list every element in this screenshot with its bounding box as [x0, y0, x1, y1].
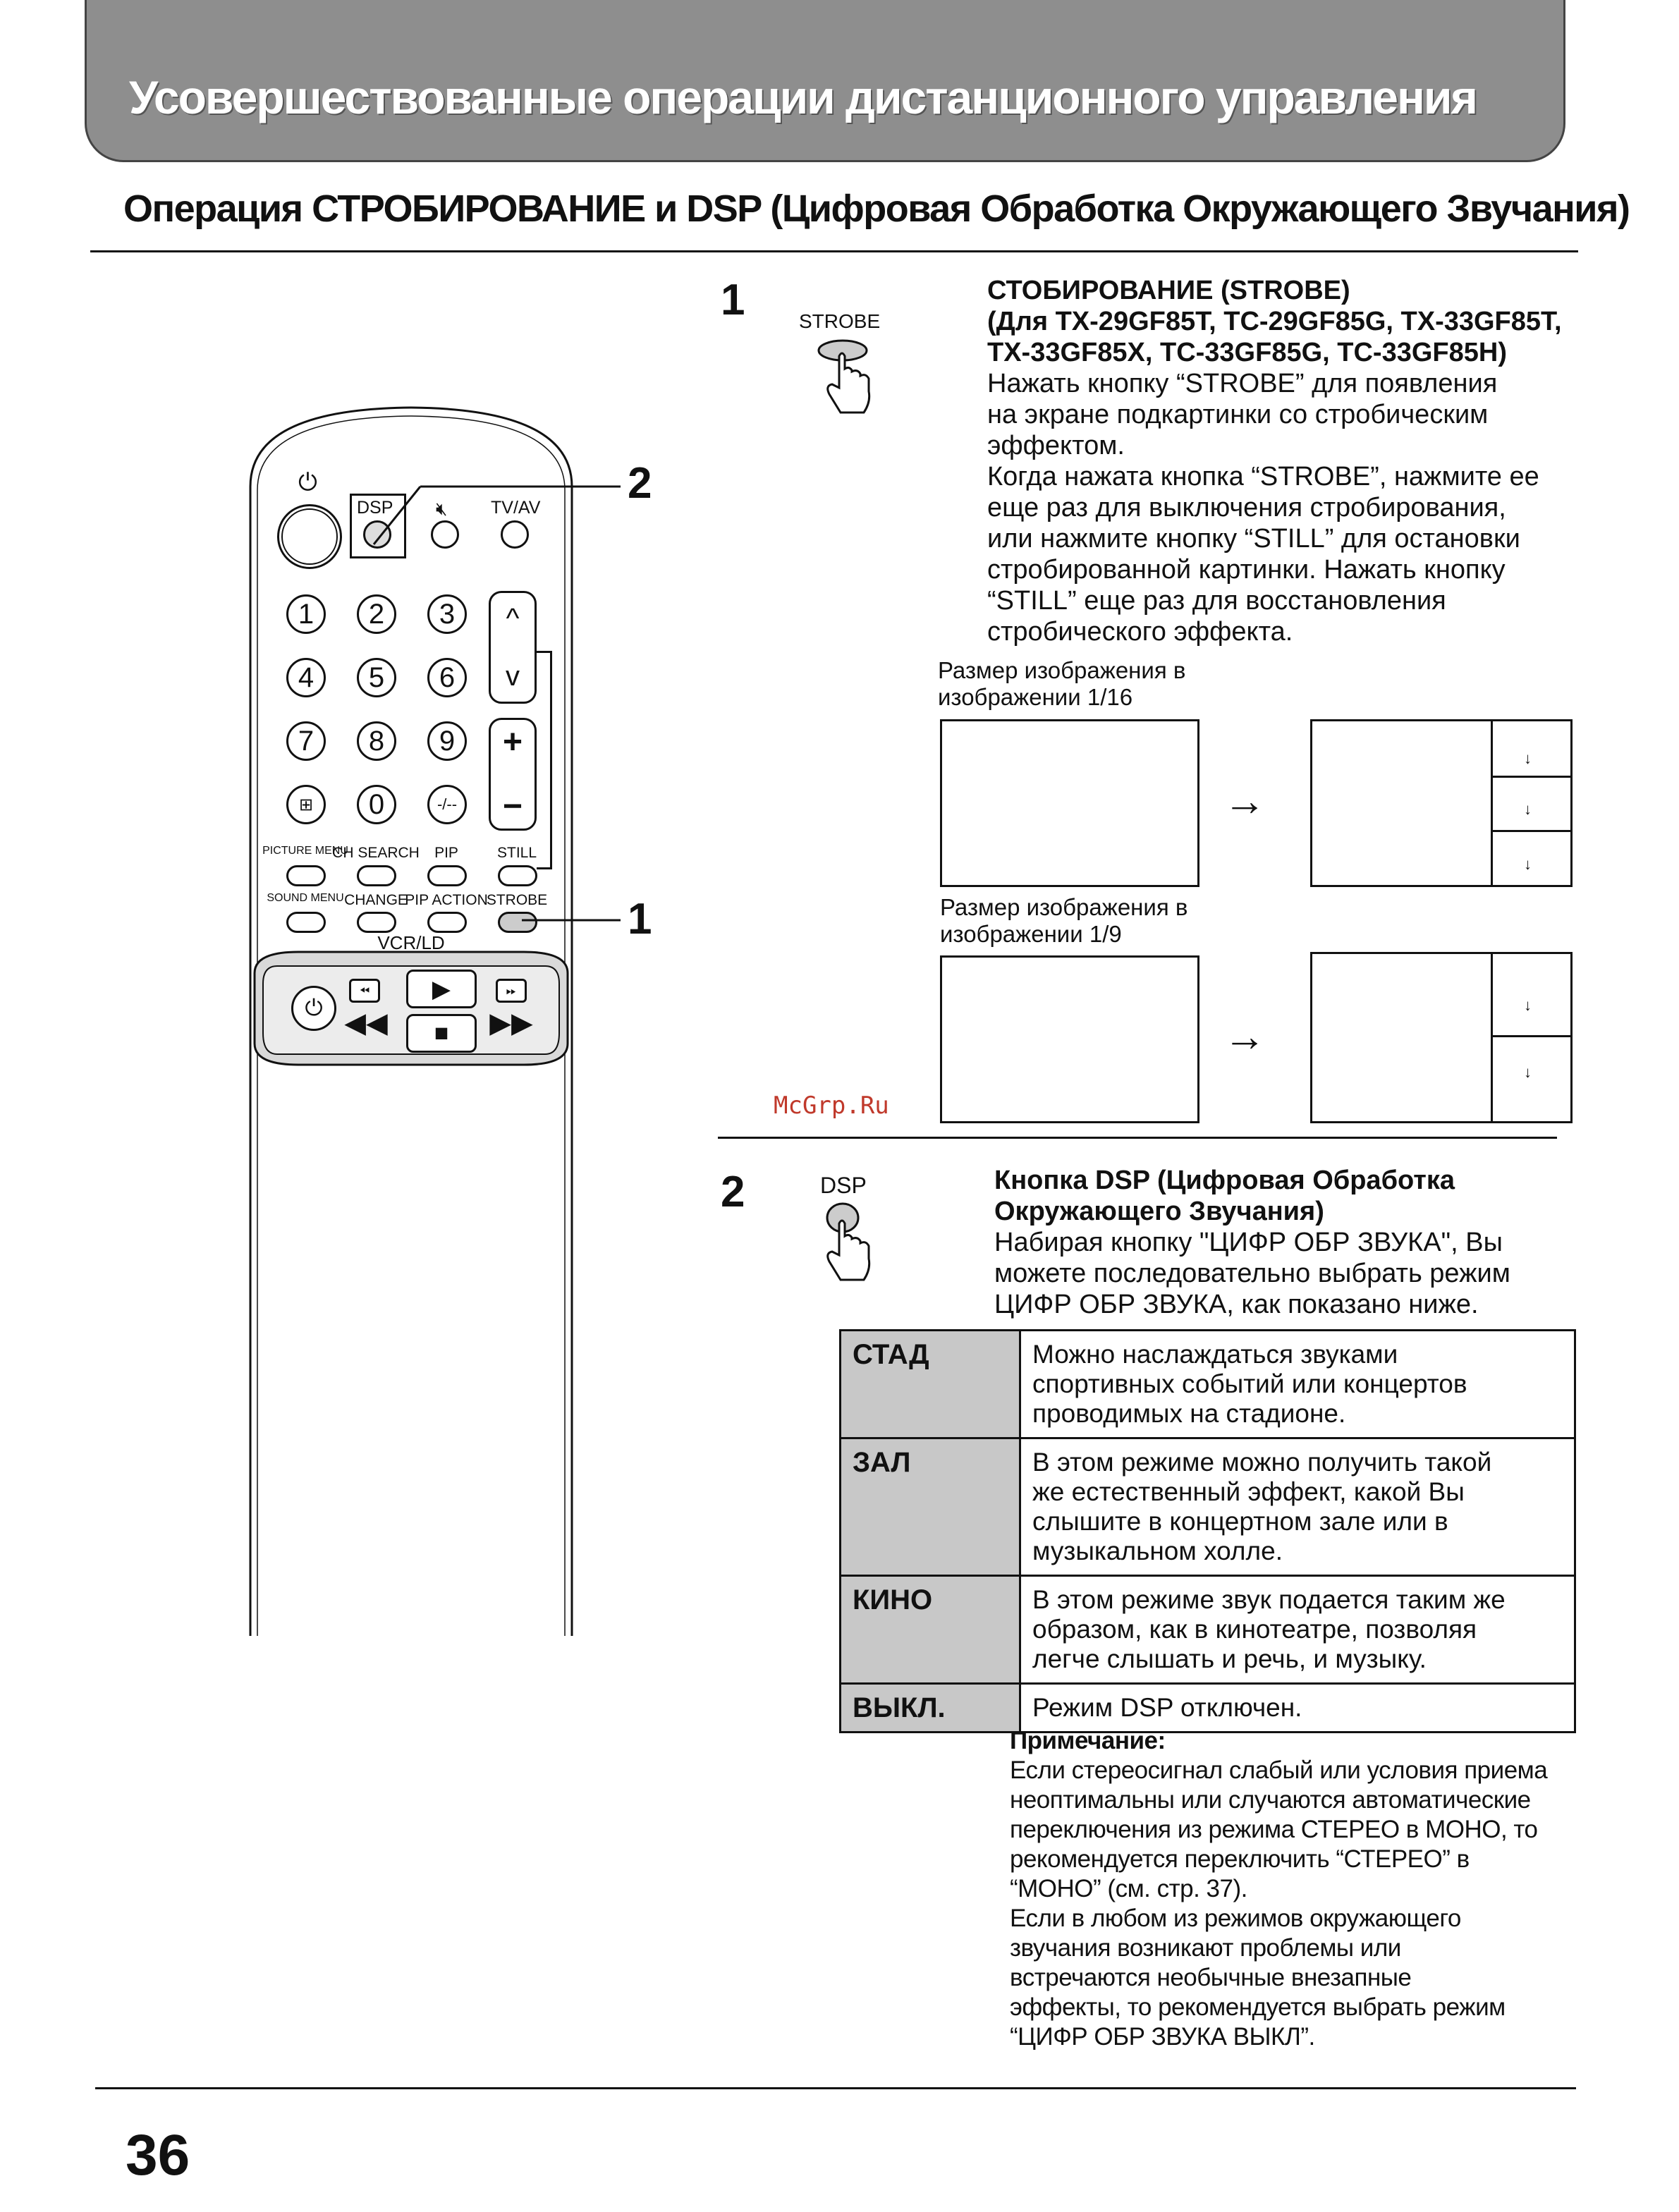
caption-line: изображении 1/9	[940, 921, 1122, 947]
number-button-8[interactable]: 8	[357, 721, 396, 761]
description-line: проводимых на стадионе.	[1032, 1399, 1346, 1428]
vcr-play-button[interactable]: ▶	[406, 970, 477, 1008]
volume-plus-button[interactable]: +	[502, 723, 523, 761]
dsp-body-line: можете последовательно выбрать режим	[994, 1259, 1510, 1288]
power-icon: ⏻	[298, 469, 317, 496]
note-line: Если в любом из режимов окружающего	[1010, 1905, 1461, 1932]
description-cell	[1020, 1576, 1575, 1684]
dsp-body	[994, 1227, 1510, 1320]
change-label: CHANGE	[344, 892, 408, 908]
arrow-down-icon: ↓	[1524, 996, 1532, 1014]
table-row	[841, 1684, 1575, 1733]
description-line: легче слышать и речь, и музыку.	[1032, 1644, 1427, 1673]
description-cell	[1020, 1331, 1575, 1438]
description-line: же естественный эффект, какой Вы	[1032, 1477, 1465, 1506]
number-button-6[interactable]: 6	[427, 658, 467, 697]
subpicture-divider	[1491, 776, 1570, 778]
screen-before-1-9	[940, 955, 1199, 1123]
vcr-rewind-small-button[interactable]: ⏪︎	[349, 979, 380, 1003]
description-line: спортивных событий или концертов	[1032, 1369, 1467, 1398]
index-button[interactable]: ⊞	[286, 785, 326, 824]
arrow-right-icon: →	[1223, 1013, 1266, 1060]
callout-1-label: 1	[628, 895, 652, 943]
note-line: неоптимальны или случаются автоматические	[1010, 1786, 1531, 1814]
table-row	[841, 1438, 1575, 1576]
mode-cell: ВЫКЛ.	[841, 1684, 1020, 1733]
strobe-body-line: стробического эффекта.	[987, 617, 1293, 647]
caption-line: изображении 1/16	[938, 684, 1133, 710]
strobe-body-line: или нажмите кнопку “STILL” для остановки	[987, 524, 1520, 554]
strobe-models-line-2: TX-33GF85X, TC-33GF85G, TC-33GF85H)	[987, 338, 1507, 367]
arrow-right-icon: →	[1223, 777, 1266, 824]
ch-search-label: CH SEARCH	[332, 845, 420, 861]
watermark: McGrp.Ru	[774, 1092, 889, 1120]
screen-after-1-16	[1310, 719, 1573, 887]
header-title: Усовершествованные операции дистанционного управления	[129, 71, 1477, 123]
number-button-5[interactable]: 5	[357, 658, 396, 697]
number-button-9[interactable]: 9	[427, 721, 467, 761]
size-1-9-caption	[940, 894, 1187, 948]
number-button-4[interactable]: 4	[286, 658, 326, 697]
picture-menu-label: PICTURE MENU	[262, 845, 348, 857]
vcr-fast-forward-button[interactable]: ▶▶	[489, 1008, 533, 1039]
note-line: рекомендуется переключить “СТЕРЕО” в	[1010, 1845, 1470, 1873]
vcr-stop-button[interactable]: ■	[406, 1014, 477, 1053]
arrow-down-icon: ↓	[1524, 800, 1532, 818]
subpicture-divider	[1491, 1035, 1570, 1037]
step2-number: 2	[721, 1168, 745, 1216]
description-cell	[1020, 1438, 1575, 1576]
strobe-body-line: Нажать кнопку “STROBE” для появления	[987, 369, 1498, 398]
dsp-heading-line-1: Кнопка DSP (Цифровая Обработка	[994, 1166, 1455, 1195]
mode-cell: КИНО	[841, 1576, 1020, 1684]
strobe-heading: СТОБИРОВАНИЕ (STROBE)	[987, 276, 1350, 305]
tvav-label: TV/AV	[491, 498, 541, 518]
digit-dash-button[interactable]: -/--	[427, 785, 467, 824]
mode-cell: ЗАЛ	[841, 1438, 1020, 1576]
strobe-body	[987, 368, 1539, 647]
footer-rule	[95, 2087, 1576, 2089]
volume-minus-button[interactable]: −	[502, 787, 523, 825]
note-title: Примечание:	[1010, 1727, 1166, 1754]
description-line: музыкальном холле.	[1032, 1536, 1283, 1565]
screen-before-1-16	[940, 719, 1199, 887]
arrow-down-icon: ↓	[1524, 750, 1532, 767]
subpicture-divider	[1491, 721, 1493, 885]
number-button-2[interactable]: 2	[357, 594, 396, 634]
note-line: эффекты, то рекомендуется выбрать режим	[1010, 1993, 1506, 2021]
callout-2-label: 2	[628, 459, 652, 508]
strobe-label: STROBE	[486, 892, 548, 908]
table-row	[841, 1331, 1575, 1438]
note-body	[1010, 1756, 1547, 2052]
step-divider	[718, 1137, 1557, 1139]
caption-line: Размер изображения в	[940, 894, 1188, 920]
dsp-label: DSP	[357, 498, 393, 518]
section-title: Операция СТРОБИРОВАНИЕ и DSP (Цифровая Обработка Окружающего Звучания)	[123, 188, 1630, 230]
vcr-ff-small-button[interactable]: ⏩︎	[496, 979, 527, 1003]
number-button-1[interactable]: 1	[286, 594, 326, 634]
still-label: STILL	[496, 845, 537, 861]
dsp-button-label: DSP	[820, 1173, 867, 1198]
vcr-rewind-button[interactable]: ◀◀	[344, 1008, 388, 1039]
arrow-down-icon: ↓	[1524, 1063, 1532, 1081]
subpicture-divider	[1491, 830, 1570, 832]
strobe-body-line: на экране подкартинки со стробическим	[987, 400, 1489, 429]
description-line: Можно наслаждаться звуками	[1032, 1340, 1398, 1369]
screen-after-1-9	[1310, 952, 1573, 1123]
channel-down-button[interactable]: v	[506, 660, 520, 692]
pip-action-label: PIP ACTION	[405, 892, 488, 908]
dsp-body-line: ЦИФР ОБР ЗВУКА, как показано ниже.	[994, 1290, 1479, 1319]
mute-icon: 🔇︎	[436, 498, 448, 519]
strobe-body-line: Когда нажата кнопка “STROBE”, нажмите ее	[987, 462, 1539, 491]
number-button-0[interactable]: 0	[357, 785, 396, 824]
description-line: Режим DSP отключен.	[1032, 1693, 1302, 1722]
strobe-body-line: еще раз для выключения стробирования,	[987, 493, 1506, 523]
strobe-body-line: “STILL” еще раз для восстановления	[987, 586, 1446, 616]
size-1-16-caption	[938, 657, 1185, 711]
description-line: В этом режиме можно получить такой	[1032, 1448, 1492, 1477]
channel-up-button[interactable]: ^	[506, 602, 520, 634]
strobe-body-line: эффектом.	[987, 431, 1125, 460]
step1-number: 1	[721, 276, 745, 324]
note-line: Если стереосигнал слабый или условия приема	[1010, 1756, 1548, 1784]
strobe-body-line: стробированной картинки. Нажать кнопку	[987, 555, 1506, 585]
subpicture-divider	[1491, 954, 1493, 1121]
table-row	[841, 1576, 1575, 1684]
description-line: образом, как в кинотеатре, позволяя	[1032, 1615, 1477, 1644]
note-line: звучания возникают проблемы или	[1010, 1934, 1401, 1962]
number-button-7[interactable]: 7	[286, 721, 326, 761]
note-line: переключения из режима СТЕРЕО в МОНО, то	[1010, 1816, 1538, 1843]
vcr-power-button[interactable]: ⏻	[291, 986, 336, 1031]
dsp-body-line: Набирая кнопку "ЦИФР ОБР ЗВУКА", Вы	[994, 1228, 1503, 1257]
description-line: слышите в концертном зале или в	[1032, 1507, 1448, 1536]
number-button-3[interactable]: 3	[427, 594, 467, 634]
caption-line: Размер изображения в	[938, 657, 1186, 683]
strobe-models-line-1: (Для TX-29GF85T, TC-29GF85G, TX-33GF85T,	[987, 307, 1562, 336]
arrow-down-icon: ↓	[1524, 855, 1532, 873]
press-hand-icon	[811, 1202, 889, 1294]
page-number: 36	[126, 2123, 190, 2187]
mode-cell: СТАД	[841, 1331, 1020, 1438]
press-hand-icon	[804, 335, 881, 427]
note-line: “ЦИФР ОБР ЗВУКА ВЫКЛ”.	[1010, 2023, 1315, 2051]
sound-menu-label: SOUND MENU	[267, 892, 344, 904]
pip-label: PIP	[434, 845, 458, 861]
dsp-heading-line-2: Окружающего Звучания)	[994, 1197, 1324, 1226]
description-cell	[1020, 1684, 1575, 1733]
strobe-button-label: STROBE	[799, 310, 881, 332]
vcr-ld-label: VCR/LD	[377, 932, 445, 953]
note-line: “МОНО” (см. стр. 37).	[1010, 1875, 1247, 1902]
dsp-mode-table	[839, 1329, 1576, 1733]
note-line: встречаются необычные внезапные	[1010, 1964, 1412, 1991]
description-line: В этом режиме звук подается таким же	[1032, 1585, 1506, 1614]
